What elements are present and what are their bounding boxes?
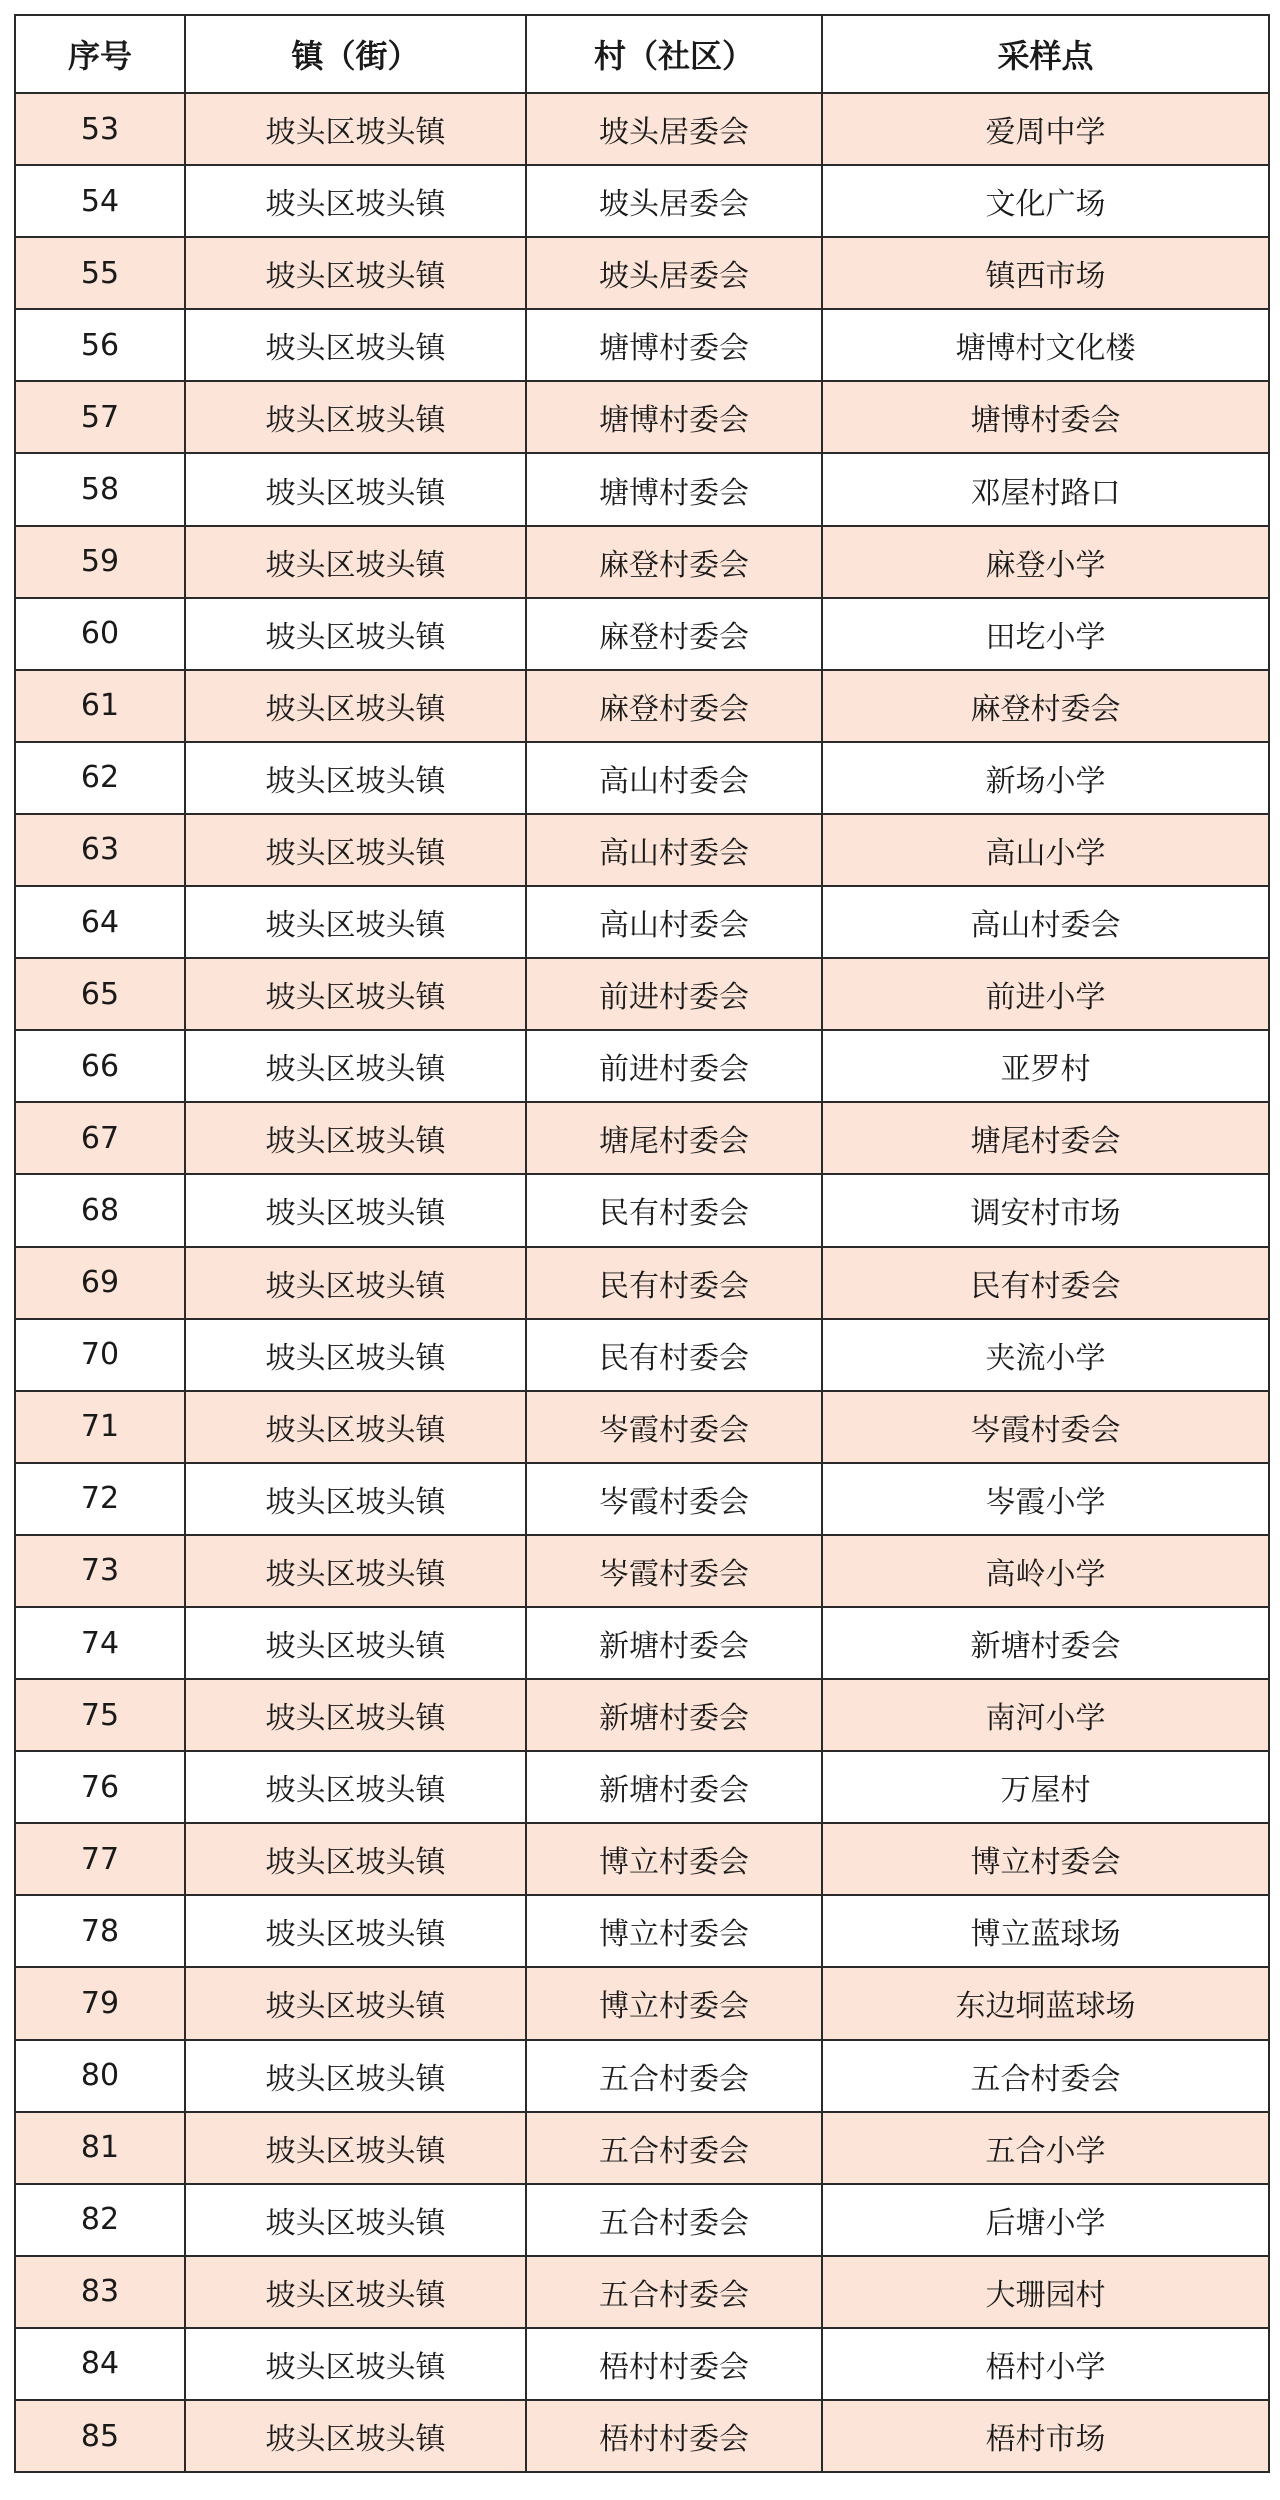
cell-village: 高山村委会 [526, 886, 822, 958]
cell-site: 五合村委会 [822, 2040, 1269, 2112]
table-header [15, 15, 1269, 93]
cell-seq: 59 [15, 526, 185, 598]
cell-seq: 76 [15, 1751, 185, 1823]
cell-seq: 79 [15, 1967, 185, 2039]
table-row [15, 1463, 1269, 1535]
cell-town: 坡头区坡头镇 [185, 2400, 526, 2472]
cell-town: 坡头区坡头镇 [185, 1679, 526, 1751]
cell-town: 坡头区坡头镇 [185, 670, 526, 742]
cell-village: 麻登村委会 [526, 598, 822, 670]
table-row [15, 237, 1269, 309]
cell-site: 梧村小学 [822, 2328, 1269, 2400]
cell-village: 新塘村委会 [526, 1679, 822, 1751]
cell-town: 坡头区坡头镇 [185, 2112, 526, 2184]
cell-site: 塘博村委会 [822, 381, 1269, 453]
table-row [15, 1102, 1269, 1174]
cell-site: 五合小学 [822, 2112, 1269, 2184]
cell-village: 岑霞村委会 [526, 1535, 822, 1607]
table-row [15, 381, 1269, 453]
cell-village: 高山村委会 [526, 814, 822, 886]
cell-site: 爱周中学 [822, 93, 1269, 165]
cell-site: 万屋村 [822, 1751, 1269, 1823]
cell-town: 坡头区坡头镇 [185, 309, 526, 381]
table-row [15, 526, 1269, 598]
table-body [15, 93, 1269, 2472]
table-row [15, 886, 1269, 958]
cell-seq: 63 [15, 814, 185, 886]
table-row [15, 742, 1269, 814]
cell-town: 坡头区坡头镇 [185, 1895, 526, 1967]
cell-town: 坡头区坡头镇 [185, 1607, 526, 1679]
table-row [15, 2400, 1269, 2472]
cell-village: 博立村委会 [526, 1823, 822, 1895]
cell-town: 坡头区坡头镇 [185, 742, 526, 814]
cell-village: 五合村委会 [526, 2112, 822, 2184]
cell-seq: 66 [15, 1030, 185, 1102]
cell-village: 麻登村委会 [526, 670, 822, 742]
cell-village: 高山村委会 [526, 742, 822, 814]
table-row [15, 598, 1269, 670]
table-row [15, 165, 1269, 237]
cell-seq: 56 [15, 309, 185, 381]
cell-village: 博立村委会 [526, 1895, 822, 1967]
cell-village: 五合村委会 [526, 2184, 822, 2256]
table-row [15, 1967, 1269, 2039]
cell-seq: 61 [15, 670, 185, 742]
cell-seq: 77 [15, 1823, 185, 1895]
cell-site: 新场小学 [822, 742, 1269, 814]
cell-village: 民有村委会 [526, 1247, 822, 1319]
cell-village: 前进村委会 [526, 1030, 822, 1102]
cell-village: 坡头居委会 [526, 237, 822, 309]
cell-village: 新塘村委会 [526, 1751, 822, 1823]
cell-seq: 64 [15, 886, 185, 958]
cell-town: 坡头区坡头镇 [185, 1535, 526, 1607]
cell-site: 南河小学 [822, 1679, 1269, 1751]
cell-seq: 70 [15, 1319, 185, 1391]
cell-town: 坡头区坡头镇 [185, 958, 526, 1030]
cell-site: 大珊园村 [822, 2256, 1269, 2328]
cell-site: 亚罗村 [822, 1030, 1269, 1102]
table-row [15, 814, 1269, 886]
table-row [15, 670, 1269, 742]
cell-town: 坡头区坡头镇 [185, 814, 526, 886]
cell-seq: 75 [15, 1679, 185, 1751]
header-row [15, 15, 1269, 93]
cell-town: 坡头区坡头镇 [185, 1823, 526, 1895]
table-row [15, 1174, 1269, 1246]
cell-site: 高山村委会 [822, 886, 1269, 958]
cell-seq: 78 [15, 1895, 185, 1967]
cell-site: 博立村委会 [822, 1823, 1269, 1895]
cell-seq: 80 [15, 2040, 185, 2112]
cell-town: 坡头区坡头镇 [185, 237, 526, 309]
table-row [15, 1823, 1269, 1895]
cell-village: 五合村委会 [526, 2040, 822, 2112]
table-row [15, 2040, 1269, 2112]
cell-village: 塘博村委会 [526, 309, 822, 381]
cell-town: 坡头区坡头镇 [185, 453, 526, 525]
table-row [15, 1679, 1269, 1751]
cell-seq: 85 [15, 2400, 185, 2472]
cell-town: 坡头区坡头镇 [185, 1751, 526, 1823]
cell-seq: 54 [15, 165, 185, 237]
cell-village: 博立村委会 [526, 1967, 822, 2039]
cell-village: 塘尾村委会 [526, 1102, 822, 1174]
cell-seq: 69 [15, 1247, 185, 1319]
table-row [15, 93, 1269, 165]
cell-site: 博立蓝球场 [822, 1895, 1269, 1967]
cell-site: 前进小学 [822, 958, 1269, 1030]
cell-village: 梧村村委会 [526, 2400, 822, 2472]
cell-site: 镇西市场 [822, 237, 1269, 309]
cell-seq: 71 [15, 1391, 185, 1463]
cell-site: 夹流小学 [822, 1319, 1269, 1391]
cell-seq: 65 [15, 958, 185, 1030]
cell-town: 坡头区坡头镇 [185, 526, 526, 598]
cell-village: 民有村委会 [526, 1319, 822, 1391]
cell-seq: 57 [15, 381, 185, 453]
cell-village: 塘博村委会 [526, 381, 822, 453]
cell-village: 新塘村委会 [526, 1607, 822, 1679]
table-row [15, 1895, 1269, 1967]
cell-seq: 73 [15, 1535, 185, 1607]
cell-site: 麻登村委会 [822, 670, 1269, 742]
cell-seq: 74 [15, 1607, 185, 1679]
table-row [15, 1607, 1269, 1679]
table-row [15, 309, 1269, 381]
cell-village: 坡头居委会 [526, 93, 822, 165]
sampling-site-table-sheet [14, 14, 1268, 2473]
cell-site: 民有村委会 [822, 1247, 1269, 1319]
cell-village: 前进村委会 [526, 958, 822, 1030]
cell-village: 五合村委会 [526, 2256, 822, 2328]
cell-town: 坡头区坡头镇 [185, 2256, 526, 2328]
table-row [15, 1247, 1269, 1319]
table-row [15, 1030, 1269, 1102]
cell-seq: 62 [15, 742, 185, 814]
cell-seq: 84 [15, 2328, 185, 2400]
cell-seq: 55 [15, 237, 185, 309]
cell-village: 坡头居委会 [526, 165, 822, 237]
cell-seq: 58 [15, 453, 185, 525]
cell-site: 调安村市场 [822, 1174, 1269, 1246]
cell-site: 东边垌蓝球场 [822, 1967, 1269, 2039]
cell-seq: 83 [15, 2256, 185, 2328]
cell-site: 麻登小学 [822, 526, 1269, 598]
cell-town: 坡头区坡头镇 [185, 1463, 526, 1535]
cell-town: 坡头区坡头镇 [185, 1967, 526, 2039]
cell-site: 新塘村委会 [822, 1607, 1269, 1679]
cell-site: 岑霞小学 [822, 1463, 1269, 1535]
cell-town: 坡头区坡头镇 [185, 1391, 526, 1463]
cell-seq: 72 [15, 1463, 185, 1535]
cell-site: 高岭小学 [822, 1535, 1269, 1607]
cell-village: 岑霞村委会 [526, 1463, 822, 1535]
table-row [15, 2328, 1269, 2400]
cell-village: 塘博村委会 [526, 453, 822, 525]
cell-seq: 67 [15, 1102, 185, 1174]
cell-village: 岑霞村委会 [526, 1391, 822, 1463]
table-row [15, 453, 1269, 525]
cell-village: 麻登村委会 [526, 526, 822, 598]
cell-site: 塘博村文化楼 [822, 309, 1269, 381]
cell-village: 梧村村委会 [526, 2328, 822, 2400]
header-village: 村（社区） [526, 15, 822, 93]
cell-town: 坡头区坡头镇 [185, 1030, 526, 1102]
cell-seq: 82 [15, 2184, 185, 2256]
header-town: 镇（街） [185, 15, 526, 93]
cell-town: 坡头区坡头镇 [185, 2040, 526, 2112]
cell-site: 塘尾村委会 [822, 1102, 1269, 1174]
cell-village: 民有村委会 [526, 1174, 822, 1246]
header-seq: 序号 [15, 15, 185, 93]
cell-site: 岑霞村委会 [822, 1391, 1269, 1463]
cell-town: 坡头区坡头镇 [185, 2184, 526, 2256]
cell-town: 坡头区坡头镇 [185, 381, 526, 453]
table-row [15, 1391, 1269, 1463]
table-row [15, 2112, 1269, 2184]
cell-town: 坡头区坡头镇 [185, 2328, 526, 2400]
sampling-site-table [14, 14, 1270, 2473]
cell-site: 梧村市场 [822, 2400, 1269, 2472]
cell-seq: 60 [15, 598, 185, 670]
cell-town: 坡头区坡头镇 [185, 93, 526, 165]
header-site: 采样点 [822, 15, 1269, 93]
table-row [15, 1751, 1269, 1823]
cell-site: 文化广场 [822, 165, 1269, 237]
cell-town: 坡头区坡头镇 [185, 1102, 526, 1174]
cell-seq: 81 [15, 2112, 185, 2184]
cell-town: 坡头区坡头镇 [185, 1174, 526, 1246]
table-row [15, 2184, 1269, 2256]
cell-seq: 68 [15, 1174, 185, 1246]
table-row [15, 1319, 1269, 1391]
cell-site: 邓屋村路口 [822, 453, 1269, 525]
table-row [15, 2256, 1269, 2328]
cell-town: 坡头区坡头镇 [185, 598, 526, 670]
cell-site: 田圪小学 [822, 598, 1269, 670]
cell-seq: 53 [15, 93, 185, 165]
table-row [15, 958, 1269, 1030]
cell-town: 坡头区坡头镇 [185, 1247, 526, 1319]
table-row [15, 1535, 1269, 1607]
cell-site: 高山小学 [822, 814, 1269, 886]
cell-town: 坡头区坡头镇 [185, 1319, 526, 1391]
cell-town: 坡头区坡头镇 [185, 165, 526, 237]
cell-town: 坡头区坡头镇 [185, 886, 526, 958]
cell-site: 后塘小学 [822, 2184, 1269, 2256]
